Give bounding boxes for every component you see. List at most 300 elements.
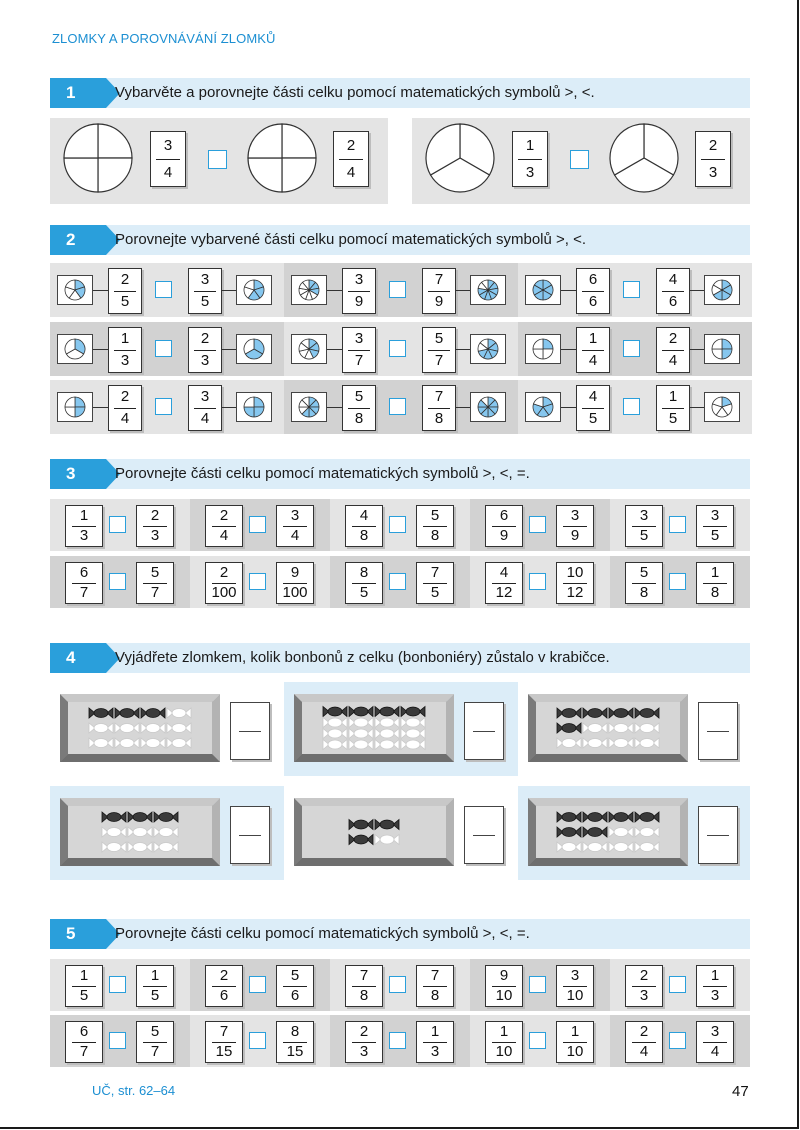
fraction-right — [656, 327, 690, 373]
fraction-right — [696, 1021, 734, 1063]
pie-right-icon — [476, 395, 500, 419]
numerator: 1 — [710, 967, 720, 984]
fraction-answer-box[interactable] — [464, 702, 504, 760]
numerator: 3 — [570, 967, 580, 984]
compare-answer-box[interactable] — [669, 1032, 686, 1049]
compare-answer-box[interactable] — [155, 281, 172, 298]
fraction-left — [485, 965, 523, 1007]
denominator: 8 — [354, 410, 364, 427]
section-3-header — [50, 459, 750, 489]
denominator: 3 — [430, 1043, 440, 1060]
connector-line — [456, 290, 470, 291]
fraction-right — [333, 131, 369, 187]
fraction-left — [345, 1021, 383, 1063]
circle-to-color-left — [424, 122, 496, 194]
fraction-left — [342, 385, 376, 431]
fraction-right — [416, 965, 454, 1007]
denominator: 8 — [430, 527, 440, 544]
pie-right-icon — [710, 278, 734, 302]
denominator: 5 — [200, 293, 210, 310]
numerator: 2 — [359, 1023, 369, 1040]
section-instruction: Vyjádřete zlomkem, kolik bonbonů z celku (bonboniéry) zůstalo v krabičce. — [115, 649, 610, 666]
numerator: 7 — [359, 967, 369, 984]
fraction-answer-box[interactable] — [230, 806, 270, 864]
compare-answer-box[interactable] — [109, 516, 126, 533]
pie-slice — [244, 397, 254, 407]
compare-answer-box[interactable] — [389, 1032, 406, 1049]
denominator: 3 — [79, 527, 89, 544]
fraction-right — [695, 131, 731, 187]
fraction-bar — [348, 350, 370, 351]
bonbon-box — [294, 798, 454, 866]
pie-left-icon — [63, 395, 87, 419]
numerator: 1 — [668, 388, 678, 405]
fraction-line — [239, 731, 261, 732]
fraction-right — [136, 965, 174, 1007]
compare-answer-box[interactable] — [623, 281, 640, 298]
fraction-right — [188, 268, 222, 314]
compare-answer-box[interactable] — [249, 516, 266, 533]
numerator: 10 — [566, 564, 584, 581]
fraction-left — [342, 327, 376, 373]
pie-left-icon — [297, 395, 321, 419]
pie-right-icon — [710, 395, 734, 419]
numerator: 7 — [430, 967, 440, 984]
denominator: 4 — [120, 410, 130, 427]
numerator: 3 — [354, 330, 364, 347]
pie-right-icon — [476, 278, 500, 302]
connector-line — [561, 349, 576, 350]
numerator: 2 — [639, 1023, 649, 1040]
fraction-left — [205, 562, 243, 604]
denominator: 5 — [359, 584, 369, 601]
compare-answer-box[interactable] — [389, 573, 406, 590]
numerator: 2 — [200, 330, 210, 347]
fraction-left — [205, 1021, 243, 1063]
denominator: 3 — [200, 352, 210, 369]
numerator: 6 — [79, 1023, 89, 1040]
connector-line — [222, 407, 236, 408]
pie-left-icon — [63, 337, 87, 361]
numerator: 3 — [710, 507, 720, 524]
fraction-line — [707, 835, 729, 836]
numerator: 7 — [434, 388, 444, 405]
fraction-bar — [114, 408, 136, 409]
bonbon-box — [294, 694, 454, 762]
fraction-right — [422, 385, 456, 431]
fraction-answer-box[interactable] — [464, 806, 504, 864]
section-2-header — [50, 225, 750, 255]
pie-slice — [64, 158, 98, 192]
pie-slice — [282, 124, 316, 158]
numerator: 1 — [79, 507, 89, 524]
denominator: 5 — [710, 527, 720, 544]
circle-to-color-right — [246, 122, 318, 194]
pie-slice — [722, 349, 732, 359]
fraction-left — [205, 505, 243, 547]
pie-right-icon — [242, 278, 266, 302]
numerator: 7 — [219, 1023, 229, 1040]
pie-slice — [282, 158, 316, 192]
numerator: 2 — [668, 330, 678, 347]
numerator: 2 — [708, 136, 718, 154]
denominator: 3 — [120, 352, 130, 369]
compare-answer-box[interactable] — [669, 976, 686, 993]
numerator: 1 — [150, 967, 160, 984]
compare-answer-box[interactable] — [623, 340, 640, 357]
denominator: 7 — [150, 1043, 160, 1060]
denominator: 6 — [668, 293, 678, 310]
numerator: 2 — [219, 507, 229, 524]
fraction-right — [422, 268, 456, 314]
denominator: 5 — [79, 987, 89, 1004]
denominator: 10 — [495, 987, 513, 1004]
denominator: 5 — [588, 410, 598, 427]
compare-answer-box[interactable] — [208, 150, 227, 169]
fraction-right — [696, 505, 734, 547]
pie-slice — [712, 349, 722, 359]
pie-slice — [65, 397, 75, 407]
fraction-left — [342, 268, 376, 314]
fraction-right — [556, 965, 594, 1007]
numerator: 1 — [588, 330, 598, 347]
fraction-left — [65, 965, 103, 1007]
fraction-line — [707, 731, 729, 732]
compare-answer-box[interactable] — [389, 398, 406, 415]
connector-line — [93, 290, 108, 291]
denominator: 12 — [566, 584, 584, 601]
fraction-right — [556, 562, 594, 604]
fraction-bar — [662, 350, 684, 351]
numerator: 7 — [434, 271, 444, 288]
numerator: 3 — [570, 507, 580, 524]
numerator: 3 — [354, 271, 364, 288]
numerator: 6 — [79, 564, 89, 581]
fraction-left — [345, 562, 383, 604]
fraction-right — [276, 505, 314, 547]
connector-line — [690, 407, 704, 408]
fraction-left — [345, 505, 383, 547]
denominator: 9 — [570, 527, 580, 544]
circle-to-color-right — [608, 122, 680, 194]
compare-answer-box[interactable] — [249, 573, 266, 590]
connector-line — [327, 407, 342, 408]
connector-line — [327, 290, 342, 291]
fraction-bar — [428, 350, 450, 351]
fraction-right — [136, 562, 174, 604]
fraction-left — [485, 562, 523, 604]
connector-line — [690, 290, 704, 291]
numerator: 3 — [200, 388, 210, 405]
bonbon-box — [528, 798, 688, 866]
numerator: 8 — [290, 1023, 300, 1040]
pie-left-icon — [297, 337, 321, 361]
fraction-line — [473, 835, 495, 836]
denominator: 4 — [668, 352, 678, 369]
compare-answer-box[interactable] — [249, 1032, 266, 1049]
compare-answer-box[interactable] — [669, 573, 686, 590]
numerator: 4 — [499, 564, 509, 581]
fraction-answer-box[interactable] — [230, 702, 270, 760]
numerator: 5 — [354, 388, 364, 405]
denominator: 10 — [495, 1043, 513, 1060]
fraction-right — [696, 562, 734, 604]
connector-line — [561, 290, 576, 291]
denominator: 7 — [150, 584, 160, 601]
denominator: 7 — [354, 352, 364, 369]
compare-answer-box[interactable] — [389, 281, 406, 298]
compare-answer-box[interactable] — [529, 573, 546, 590]
numerator: 2 — [150, 507, 160, 524]
fraction-left — [205, 965, 243, 1007]
fraction-left — [485, 1021, 523, 1063]
compare-answer-box[interactable] — [109, 976, 126, 993]
fraction-left — [108, 385, 142, 431]
denominator: 4 — [290, 527, 300, 544]
fraction-bar — [114, 350, 136, 351]
numerator: 1 — [570, 1023, 580, 1040]
pie-left-icon — [531, 395, 555, 419]
fraction-line — [473, 731, 495, 732]
fraction-bar — [156, 159, 179, 160]
denominator: 4 — [639, 1043, 649, 1060]
pie-slice — [98, 158, 132, 192]
pie-slice — [75, 397, 85, 407]
numerator: 6 — [499, 507, 509, 524]
pie-slice — [543, 349, 553, 359]
fraction-bar — [701, 159, 724, 160]
pie-slice — [543, 339, 553, 349]
denominator: 100 — [282, 584, 308, 601]
section-instruction: Porovnejte části celku pomocí matematických symbolů >, <, =. — [115, 925, 530, 942]
numerator: 5 — [639, 564, 649, 581]
fraction-bar — [662, 408, 684, 409]
compare-answer-box[interactable] — [389, 976, 406, 993]
connector-line — [456, 407, 470, 408]
fraction-bar — [348, 291, 370, 292]
denominator: 6 — [588, 293, 598, 310]
numerator: 5 — [150, 1023, 160, 1040]
denominator: 5 — [120, 293, 130, 310]
compare-answer-box[interactable] — [155, 340, 172, 357]
denominator: 7 — [79, 584, 89, 601]
denominator: 8 — [434, 410, 444, 427]
denominator: 9 — [434, 293, 444, 310]
numerator: 5 — [290, 967, 300, 984]
numerator: 1 — [710, 564, 720, 581]
bonbon-box — [528, 694, 688, 762]
fraction-right — [416, 562, 454, 604]
connector-line — [93, 407, 108, 408]
numerator: 2 — [639, 967, 649, 984]
fraction-left — [65, 505, 103, 547]
numerator: 1 — [79, 967, 89, 984]
section-instruction: Porovnejte části celku pomocí matematických symbolů >, <, =. — [115, 465, 530, 482]
denominator: 4 — [346, 163, 356, 181]
section-number: 3 — [50, 459, 106, 489]
numerator: 5 — [430, 507, 440, 524]
section-number: 2 — [50, 225, 106, 255]
fraction-right — [416, 1021, 454, 1063]
denominator: 7 — [79, 1043, 89, 1060]
denominator: 8 — [359, 527, 369, 544]
denominator: 12 — [495, 584, 513, 601]
numerator: 4 — [588, 388, 598, 405]
denominator: 4 — [710, 1043, 720, 1060]
fraction-left — [65, 1021, 103, 1063]
section-number: 4 — [50, 643, 106, 673]
compare-answer-box[interactable] — [669, 516, 686, 533]
denominator: 15 — [215, 1043, 233, 1060]
fraction-right — [188, 385, 222, 431]
fraction-bar — [582, 408, 604, 409]
fraction-left — [108, 327, 142, 373]
numerator: 2 — [120, 388, 130, 405]
fraction-bar — [428, 408, 450, 409]
denominator: 5 — [430, 584, 440, 601]
fraction-left — [625, 965, 663, 1007]
pie-slice — [75, 407, 85, 417]
connector-line — [327, 349, 342, 350]
fraction-answer-box[interactable] — [698, 806, 738, 864]
denominator: 9 — [499, 527, 509, 544]
numerator: 7 — [430, 564, 440, 581]
compare-answer-box[interactable] — [529, 1032, 546, 1049]
pie-slice — [533, 339, 543, 349]
pie-right-icon — [242, 337, 266, 361]
fraction-left — [576, 268, 610, 314]
pie-left-icon — [531, 337, 555, 361]
numerator: 9 — [499, 967, 509, 984]
fraction-bar — [518, 159, 541, 160]
connector-line — [222, 290, 236, 291]
fraction-bar — [428, 291, 450, 292]
fraction-bar — [194, 350, 216, 351]
numerator: 8 — [359, 564, 369, 581]
page-header: ZLOMKY A POROVNÁVÁNÍ ZLOMKŮ — [52, 31, 276, 46]
denominator: 5 — [639, 527, 649, 544]
compare-answer-box[interactable] — [623, 398, 640, 415]
pie-slice — [533, 349, 543, 359]
fraction-bar — [194, 291, 216, 292]
fraction-left — [150, 131, 186, 187]
denominator: 3 — [359, 1043, 369, 1060]
fraction-right — [276, 1021, 314, 1063]
denominator: 10 — [566, 1043, 584, 1060]
section-1-header — [50, 78, 750, 108]
numerator: 4 — [359, 507, 369, 524]
bonbon-box — [60, 798, 220, 866]
fraction-right — [136, 505, 174, 547]
compare-answer-box[interactable] — [389, 340, 406, 357]
connector-line — [222, 349, 236, 350]
fraction-bar — [582, 291, 604, 292]
section-4-header — [50, 643, 750, 673]
fraction-bar — [582, 350, 604, 351]
denominator: 3 — [710, 987, 720, 1004]
pie-slice — [64, 124, 98, 158]
denominator: 3 — [150, 527, 160, 544]
connector-line — [93, 349, 108, 350]
pie-right-icon — [476, 337, 500, 361]
fraction-bar — [339, 159, 362, 160]
compare-answer-box[interactable] — [389, 516, 406, 533]
denominator: 4 — [219, 527, 229, 544]
fraction-right — [276, 562, 314, 604]
compare-answer-box[interactable] — [570, 150, 589, 169]
fraction-right — [276, 965, 314, 1007]
fraction-left — [512, 131, 548, 187]
numerator: 3 — [710, 1023, 720, 1040]
circle-to-color-left — [62, 122, 134, 194]
fraction-right — [696, 965, 734, 1007]
pie-right-icon — [710, 337, 734, 361]
pie-right-icon — [242, 395, 266, 419]
compare-answer-box[interactable] — [109, 1032, 126, 1049]
bonbon-box — [60, 694, 220, 762]
fraction-left — [625, 505, 663, 547]
numerator: 2 — [219, 967, 229, 984]
denominator: 3 — [639, 987, 649, 1004]
fraction-right — [416, 505, 454, 547]
pie-slice — [244, 407, 254, 417]
denominator: 3 — [525, 163, 535, 181]
denominator: 4 — [200, 410, 210, 427]
denominator: 3 — [708, 163, 718, 181]
pie-left-icon — [297, 278, 321, 302]
numerator: 5 — [150, 564, 160, 581]
fraction-answer-box[interactable] — [698, 702, 738, 760]
numerator: 1 — [120, 330, 130, 347]
section-5-header — [50, 919, 750, 949]
pie-slice — [248, 124, 282, 158]
denominator: 4 — [588, 352, 598, 369]
compare-answer-box[interactable] — [529, 516, 546, 533]
denominator: 5 — [150, 987, 160, 1004]
denominator: 100 — [211, 584, 237, 601]
pie-slice — [65, 407, 75, 417]
denominator: 8 — [430, 987, 440, 1004]
denominator: 6 — [290, 987, 300, 1004]
section-instruction: Porovnejte vybarvené části celku pomocí matematických symbolů >, <. — [115, 231, 587, 248]
fraction-left — [576, 385, 610, 431]
denominator: 4 — [163, 163, 173, 181]
fraction-right — [556, 505, 594, 547]
fraction-right — [656, 385, 690, 431]
section-instruction: Vybarvěte a porovnejte části celku pomocí matematických symbolů >, <. — [115, 84, 595, 101]
compare-answer-box[interactable] — [109, 573, 126, 590]
compare-answer-box[interactable] — [249, 976, 266, 993]
section-number: 1 — [50, 78, 106, 108]
numerator: 1 — [499, 1023, 509, 1040]
fraction-left — [485, 505, 523, 547]
denominator: 10 — [566, 987, 584, 1004]
compare-answer-box[interactable] — [529, 976, 546, 993]
denominator: 9 — [354, 293, 364, 310]
textbook-reference: UČ, str. 62–64 — [92, 1083, 176, 1098]
fraction-right — [656, 268, 690, 314]
fraction-bar — [114, 291, 136, 292]
denominator: 8 — [710, 584, 720, 601]
pie-slice — [98, 124, 132, 158]
connector-line — [456, 349, 470, 350]
compare-answer-box[interactable] — [155, 398, 172, 415]
connector-line — [561, 407, 576, 408]
connector-line — [690, 349, 704, 350]
fraction-right — [422, 327, 456, 373]
fraction-right — [136, 1021, 174, 1063]
fraction-bar — [662, 291, 684, 292]
